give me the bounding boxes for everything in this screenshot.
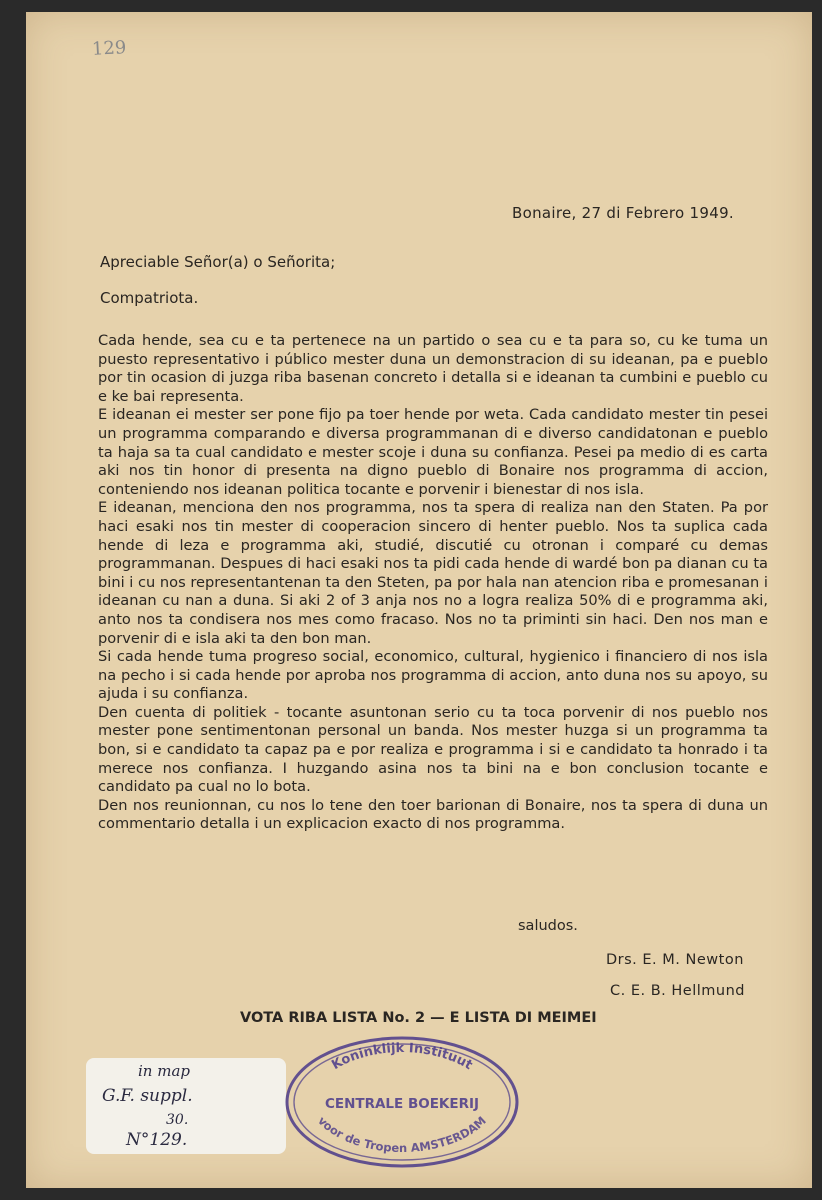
document-page [26,12,812,1188]
stamp-top-text: Koninklijk Instituut [329,1040,475,1074]
letter-body [98,332,768,834]
closing: saludos. [518,918,578,934]
date-line: Bonaire, 27 di Febrero 1949. [512,204,734,222]
paragraph: Den nos reunionnan, cu nos lo tene den toer barionan di Bonaire, nos ta spera di duna un commentario detalla i un explicacion exacto di nos programma. [98,796,768,833]
stamp-bottom-text: voor de Tropen AMSTERDAM [315,1113,489,1156]
archive-label-line: N°129. [126,1130,188,1150]
archive-label-line: 30. [166,1112,189,1128]
stamp-center-text: CENTRALE BOEKERIJ [324,1096,480,1112]
signatory-newton: Drs. E. M. Newton [606,952,744,968]
archive-label [86,1058,286,1154]
archive-label-line: in map [138,1062,190,1080]
pencil-page-number: 129 [91,37,127,60]
vote-slogan: VOTA RIBA LISTA No. 2 — E LISTA DI MEIMEI [240,1010,597,1026]
library-stamp [282,1034,520,1170]
archive-label-line: G.F. suppl. [102,1086,193,1106]
signatory-hellmund: C. E. B. Hellmund [610,983,745,999]
paragraph: Den cuenta di politiek - tocante asuntonan serio cu ta toca porvenir di nos pueblo nos mester pone sentimentonan personal un banda. Nos mester huzga si un programma ta bon, si e candidato ta capaz pa e por realiza e programma i si e candidato ta honrado i ta merece nos confianza. I huzgando asina nos ta bini na e bon conclusion tocante e candidato pa cual no lo bota. [98,703,768,796]
salutation: Apreciable Señor(a) o Señorita; [100,253,336,271]
paragraph: Cada hende, sea cu e ta pertenece na un partido o sea cu e ta para so, cu ke tuma un puesto representativo i público mester duna un demonstracion di su ideanan, pa e pueblo por tin ocasion di juzga riba basenan concreto i detalla si e ideanan ta cumbini e pueblo cu e ke bai representa. [98,332,768,405]
greeting: Compatriota. [100,289,199,307]
paragraph: E ideanan, menciona den nos programma, nos ta spera di realiza nan den Staten. Pa por haci esaki nos tin mester di cooperacion sincero di henter pueblo. Nos ta suplica cada hende di leza e programma aki, studié, discutié cu otronan i comparé cu demas programmanan. Despues di haci esaki nos ta pidi cada hende di wardé bon pa dianan cu ta bini i cu nos representantenan ta den Steten, pa por hala nan atencion riba e promesanan i ideanan cu nan a duna. Si aki 2 of 3 anja nos no a logra realiza 50% di e programma aki, anto nos ta condisera nos mes como fracaso. Nos no ta priminti sin haci. Den nos man e porvenir di e isla aki ta den bon man. [98,499,768,647]
paragraph: E ideanan ei mester ser pone fijo pa toer hende por weta. Cada candidato mester tin pesei un programma comparando e diversa programmanan di e diverso candidatonan e pueblo ta haja sa ta cual candidato e mester scoje i duna su confianza. Pesei pa medio di es carta aki nos tin honor di presenta na digno pueblo di Bonaire nos programma di accion, conteniendo nos ideanan politica tocante e porvenir i bienestar di nos isla. [98,406,768,498]
paragraph: Si cada hende tuma progreso social, economico, cultural, hygienico i financiero di nos isla na pecho i si cada hende por aproba nos programma di accion, anto duna nos su apoyo, su ajuda i su confianza. [98,648,768,703]
